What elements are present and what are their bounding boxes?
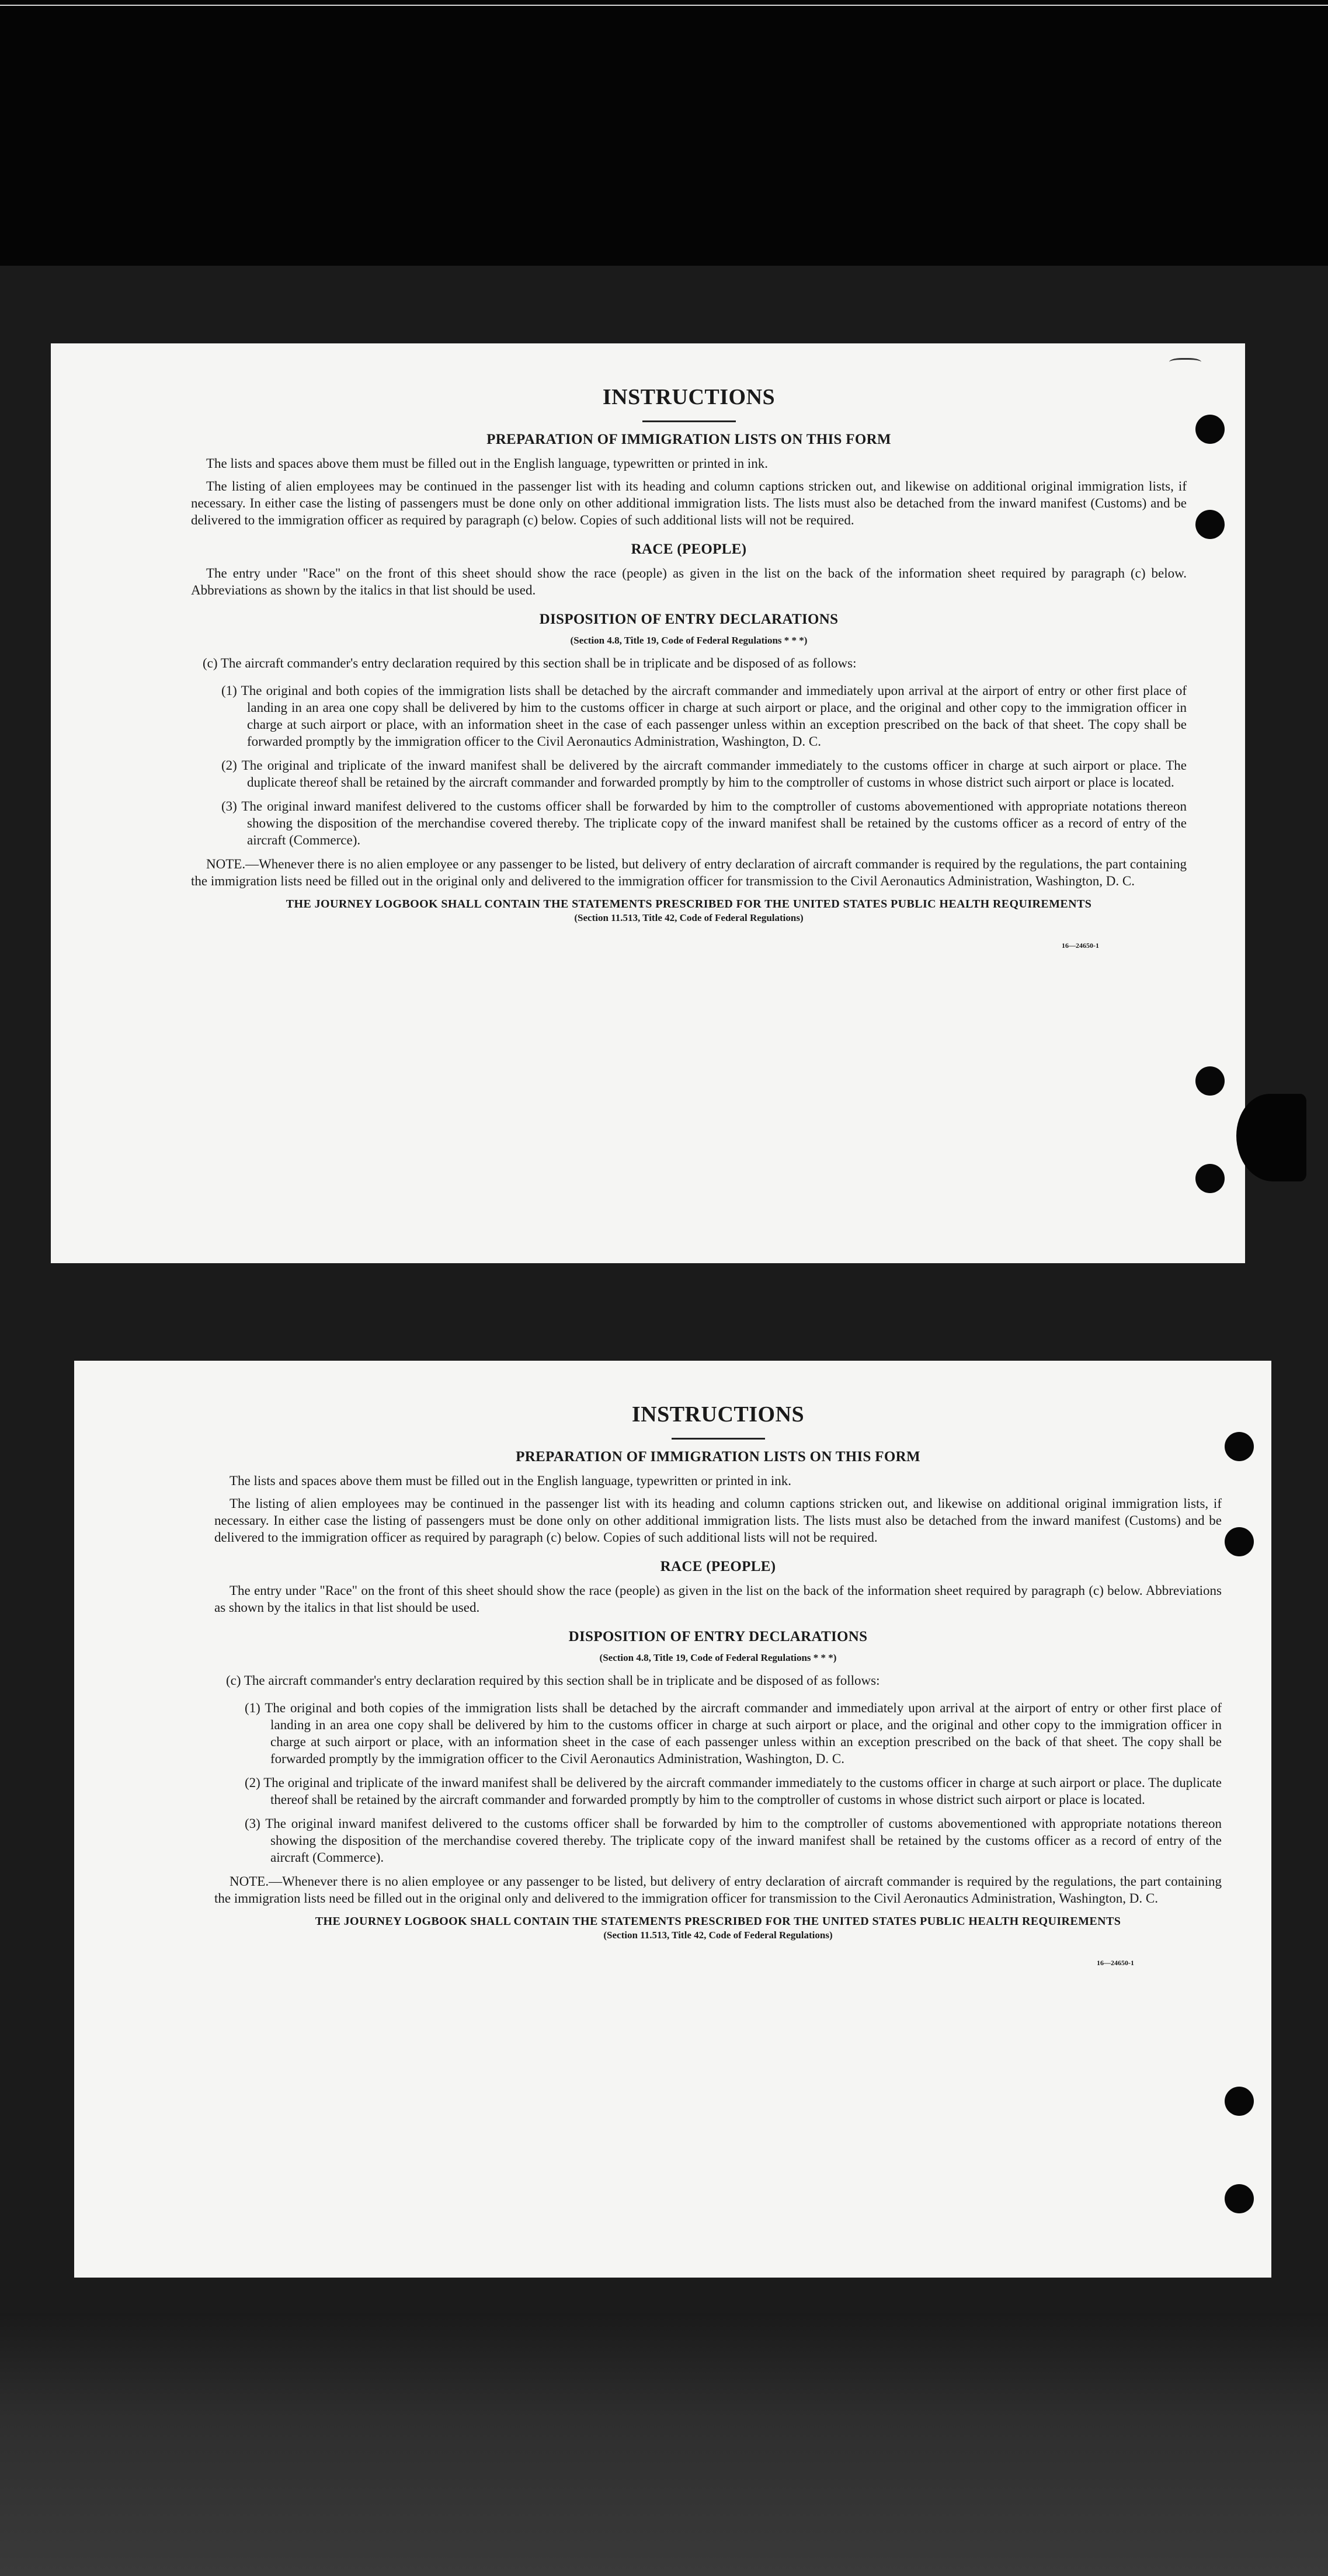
paragraph-language: The lists and spaces above them must be filled out in the English language, typewritten or printed in ink.: [206, 456, 768, 471]
preparation-heading: PREPARATION OF IMMIGRATION LISTS ON THIS FORM: [486, 432, 891, 447]
section-reference: (Section 4.8, Title 19, Code of Federal Regulations * * *): [570, 635, 808, 646]
sheet-content: [214, 1402, 1222, 1967]
logbook-reference: (Section 11.513, Title 42, Code of Federal Regulations): [574, 912, 804, 923]
punch-hole: [1225, 2184, 1254, 2213]
list-item-2: (2) The original and triplicate of the inward manifest shall be delivered by the aircraft commander immediately to the customs officer in charge at such airport or place. The duplicate thereof shall be retained by the aircraft commander and forwarded promptly by him to the comptroller of customs in whose district such airport or place is located.: [245, 1775, 1222, 1807]
paragraph-race: The entry under "Race" on the front of this sheet should show the race (people) as given in the list on the back of the information sheet required by paragraph (c) below. Abbreviations as shown by the italics in that list should be used.: [191, 566, 1187, 597]
note-paragraph: NOTE.—Whenever there is no alien employee or any passenger to be listed, but delivery of entry declaration of aircraft commander is required by the regulations, the part containing the immigration lists need be filled out in the original only and delivered to the immigration officer for transmission to the Civil Aeronautics Administration, Washington, D. C.: [214, 1874, 1222, 1906]
form-number: 16—24650-1: [1097, 1959, 1134, 1967]
paragraph-listing: The listing of alien employees may be continued in the passenger list with its heading and column captions stricken out, and likewise on additional original immigration lists, if necessary. In either case the listing of passengers must be done only on other additional immigration lists. The lists must also be detached from the inward manifest (Customs) and be delivered to the immigration officer as required by paragraph (c) below. Copies of such additional lists will not be required.: [214, 1496, 1222, 1545]
scanner-bottom-band: [0, 2313, 1328, 2576]
punch-hole: [1195, 1066, 1225, 1096]
torn-edge: [1236, 1094, 1306, 1181]
punch-hole: [1225, 1432, 1254, 1461]
title-rule: [672, 1438, 765, 1440]
page-title: INSTRUCTIONS: [602, 385, 776, 409]
list-item-1: (1) The original and both copies of the immigration lists shall be detached by the aircraft commander and immediately upon arrival at the airport of entry or other first place of landing in an area one copy shall be delivered by him to the customs officer in charge at such airport or place, and the original and other copy to the immigration officer in charge at such airport or place, with an information sheet in the case of each passenger unless within an exception prescribed on the back of that sheet. The copy shall be forwarded promptly by the immigration officer to the Civil Aeronautics Administration, Washington, D. C.: [221, 683, 1187, 749]
list-item-3: (3) The original inward manifest delivered to the customs officer shall be forwarded by him to the comptroller of customs abovementioned with appropriate notations thereon showing the disposition of the merchandise covered thereby. The triplicate copy of the inward manifest shall be retained by the customs officer as a record of entry of the aircraft (Commerce).: [245, 1816, 1222, 1865]
list-item-1: (1) The original and both copies of the immigration lists shall be detached by the aircraft commander and immediately upon arrival at the airport of entry or other first place of landing in an area one copy shall be delivered by him to the customs officer in charge at such airport or place, and the original and other copy to the immigration officer in charge at such airport or place, with an information sheet in the case of each passenger unless within an exception prescribed on the back of that sheet. The copy shall be forwarded promptly by the immigration officer to the Civil Aeronautics Administration, Washington, D. C.: [245, 1701, 1222, 1766]
disposition-heading: DISPOSITION OF ENTRY DECLARATIONS: [568, 1629, 868, 1645]
punch-hole: [1195, 415, 1225, 444]
scanner-top-edge: [0, 5, 1328, 6]
list-item-3: (3) The original inward manifest delivered to the customs officer shall be forwarded by him to the comptroller of customs abovementioned with appropriate notations thereon showing the disposition of the merchandise covered thereby. The triplicate copy of the inward manifest shall be retained by the customs officer as a record of entry of the aircraft (Commerce).: [221, 799, 1187, 847]
punch-hole: [1225, 1527, 1254, 1556]
paragraph-language: The lists and spaces above them must be filled out in the English language, typewritten or printed in ink.: [230, 1473, 791, 1488]
logbook-reference: (Section 11.513, Title 42, Code of Federal Regulations): [603, 1930, 833, 1941]
scanner-top-band: [0, 0, 1328, 266]
section-reference: (Section 4.8, Title 19, Code of Federal Regulations * * *): [599, 1652, 837, 1663]
race-heading: RACE (PEOPLE): [631, 541, 747, 557]
form-number: 16—24650-1: [1062, 941, 1099, 950]
page-title: INSTRUCTIONS: [631, 1402, 805, 1427]
sheet-content: [191, 384, 1187, 950]
disposition-heading: DISPOSITION OF ENTRY DECLARATIONS: [539, 611, 839, 627]
race-heading: RACE (PEOPLE): [660, 1559, 776, 1574]
paragraph-c: (c) The aircraft commander's entry declaration required by this section shall be in triplicate and be disposed of as follows:: [226, 1673, 880, 1688]
logbook-statement: THE JOURNEY LOGBOOK SHALL CONTAIN THE STATEMENTS PRESCRIBED FOR THE UNITED STATES PUBLIC HEALTH REQUIREMENTS: [315, 1915, 1121, 1928]
instruction-sheet-1: [51, 343, 1245, 1263]
note-paragraph: NOTE.—Whenever there is no alien employee or any passenger to be listed, but delivery of entry declaration of aircraft commander is required by the regulations, the part containing the immigration lists need be filled out in the original only and delivered to the immigration officer for transmission to the Civil Aeronautics Administration, Washington, D. C.: [191, 857, 1187, 888]
punch-hole: [1195, 510, 1225, 539]
punch-hole: [1225, 2087, 1254, 2116]
title-rule: [642, 420, 736, 422]
corner-mark: [1169, 358, 1201, 368]
paragraph-listing: The listing of alien employees may be continued in the passenger list with its heading and column captions stricken out, and likewise on additional original immigration lists, if necessary. In either case the listing of passengers must be done only on other additional immigration lists. The lists must also be detached from the inward manifest (Customs) and be delivered to the immigration officer as required by paragraph (c) below. Copies of such additional lists will not be required.: [191, 479, 1187, 527]
list-item-2: (2) The original and triplicate of the inward manifest shall be delivered by the aircraft commander immediately to the customs officer in charge at such airport or place. The duplicate thereof shall be retained by the aircraft commander and forwarded promptly by him to the comptroller of customs in whose district such airport or place is located.: [221, 758, 1187, 790]
instruction-sheet-2: [74, 1361, 1271, 2278]
preparation-heading: PREPARATION OF IMMIGRATION LISTS ON THIS FORM: [516, 1449, 920, 1465]
paragraph-c: (c) The aircraft commander's entry declaration required by this section shall be in triplicate and be disposed of as follows:: [203, 656, 857, 670]
punch-hole: [1195, 1164, 1225, 1193]
logbook-statement: THE JOURNEY LOGBOOK SHALL CONTAIN THE STATEMENTS PRESCRIBED FOR THE UNITED STATES PUBLIC HEALTH REQUIREMENTS: [286, 898, 1092, 910]
paragraph-race: The entry under "Race" on the front of this sheet should show the race (people) as given in the list on the back of the information sheet required by paragraph (c) below. Abbreviations as shown by the italics in that list should be used.: [214, 1583, 1222, 1615]
